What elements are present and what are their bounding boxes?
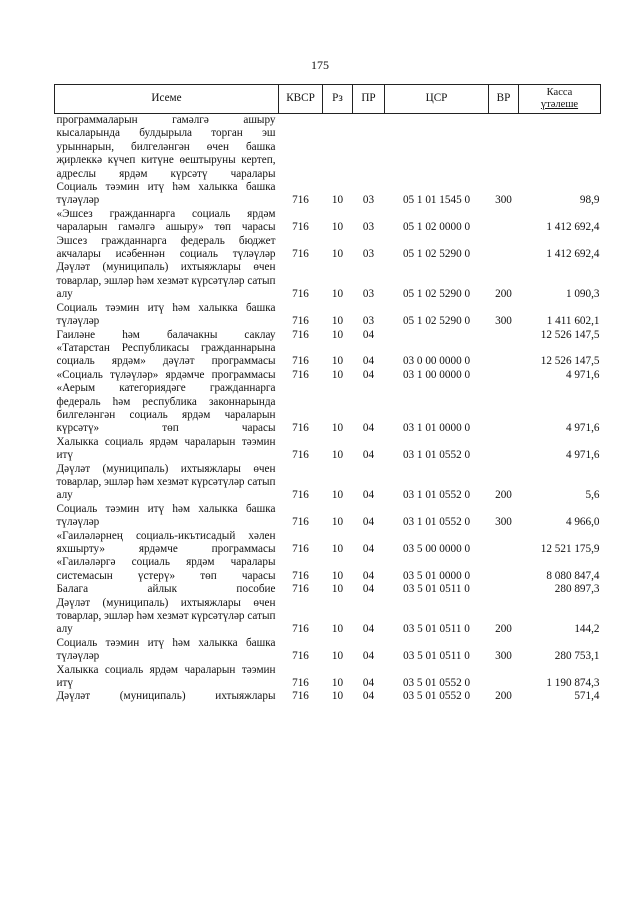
- cell-name: Дәүләт (муниципаль) ихтыяжлары өчен товарлар, эшләр һәм хезмәт күрсәтүләр сатып алу: [56, 596, 276, 636]
- cell-kvsr: 716: [292, 623, 309, 636]
- cell-sum: 144,2: [574, 623, 600, 636]
- cell-csr: 03 1 01 0552 0: [402, 449, 471, 462]
- cell-vr: 300: [495, 315, 512, 328]
- cell-sum: 280 753,1: [554, 650, 600, 663]
- cell-kvsr: 716: [292, 489, 309, 502]
- table-row: [55, 329, 601, 342]
- header-csr: ЦСР: [385, 85, 489, 114]
- cell-csr: 03 5 01 0511 0: [403, 650, 470, 663]
- table-row: [55, 261, 601, 301]
- cell-kvsr: 716: [292, 677, 309, 690]
- cell-sum: 12 521 175,9: [540, 543, 600, 555]
- table-row: [55, 637, 601, 664]
- cell-rz: 10: [331, 569, 344, 582]
- table-row: [55, 556, 601, 583]
- cell-sum: 4 971,6: [565, 449, 600, 462]
- cell-name: Гаиләне һәм балачакны саклау: [56, 328, 276, 341]
- table-row: [55, 530, 601, 557]
- header-pr: ПР: [353, 85, 385, 114]
- header-kassa-line1: Касса: [546, 87, 573, 98]
- cell-rz: 10: [331, 690, 344, 703]
- cell-sum: 12 526 147,5: [540, 355, 600, 368]
- cell-name: Социаль тәэмин итү һәм халыкка башка түләүләр: [56, 181, 276, 207]
- cell-vr: 200: [495, 623, 512, 636]
- cell-rz: 10: [331, 543, 344, 555]
- cell-rz: 10: [331, 583, 344, 596]
- cell-name: «Татарстан Республикасы гражданнарына социаль ярдәм» дәүләт программасы: [56, 341, 276, 368]
- cell-pr: 04: [362, 650, 375, 663]
- table-row: [55, 342, 601, 369]
- cell-name: Халыкка социаль ярдәм чараларын тәэмин итү: [56, 663, 276, 690]
- cell-name: Эшсез гражданнарга федераль бюджет акчалары исәбеннән социаль түләүләр: [56, 234, 276, 261]
- cell-name: Халыкка социаль ярдәм чараларын тәэмин итү: [56, 435, 276, 462]
- table-row: [55, 690, 601, 703]
- cell-vr: 200: [495, 690, 512, 703]
- cell-sum: 8 080 847,4: [546, 569, 600, 582]
- cell-vr: [489, 114, 519, 182]
- cell-pr: 03: [362, 288, 375, 301]
- cell-csr: [385, 114, 489, 182]
- header-kassa: [519, 85, 601, 114]
- cell-sum: 98,9: [579, 194, 600, 207]
- cell-pr: 03: [362, 221, 375, 234]
- cell-vr: [489, 436, 519, 463]
- cell-csr: 05 1 02 5290 0: [402, 288, 471, 301]
- cell-csr: 03 1 01 0552 0: [402, 489, 471, 502]
- cell-csr: 03 1 01 0000 0: [402, 422, 471, 435]
- cell-vr: [489, 235, 519, 262]
- cell-csr: 05 1 01 1545 0: [402, 194, 471, 207]
- cell-name: Социаль тәэмин итү һәм халыкка башка түләүләр: [56, 636, 276, 663]
- cell-pr: 04: [362, 422, 375, 435]
- cell-csr: 03 5 01 0552 0: [402, 677, 471, 690]
- cell-pr: 03: [362, 315, 375, 328]
- cell-pr: 04: [362, 328, 375, 341]
- cell-vr: [489, 530, 519, 557]
- cell-name: Дәүләт (муниципаль) ихтыяжлары өчен товарлар, эшләр һәм хезмәт күрсәтүләр сатып алу: [56, 261, 276, 301]
- cell-name: Социаль тәэмин итү һәм халыкка башка түләүләр: [56, 502, 276, 529]
- table-row: [55, 436, 601, 463]
- cell-pr: 04: [362, 543, 375, 555]
- cell-csr: 03 5 00 0000 0: [402, 543, 471, 555]
- cell-kvsr: 716: [292, 315, 309, 328]
- cell-rz: 10: [331, 449, 344, 462]
- cell-vr: [489, 664, 519, 691]
- cell-csr: 03 0 00 0000 0: [402, 355, 471, 368]
- table-row: [55, 208, 601, 235]
- cell-name: Дәүләт (муниципаль) ихтыяжлары: [56, 690, 276, 703]
- table-row: [55, 583, 601, 596]
- cell-sum: 12 526 147,5: [540, 328, 600, 341]
- cell-rz: 10: [331, 194, 344, 207]
- cell-pr: 04: [362, 690, 375, 703]
- cell-vr: 200: [495, 489, 512, 502]
- cell-name: «Эшсез гражданнарга социаль ярдәм чараларын гамәлгә ашыру» төп чарасы: [56, 207, 276, 234]
- cell-vr: [489, 382, 519, 436]
- table-body: [55, 114, 601, 704]
- cell-pr: 03: [362, 194, 375, 207]
- table-header: [55, 85, 601, 114]
- cell-csr: 03 1 00 0000 0: [402, 368, 471, 381]
- cell-vr: 300: [495, 516, 512, 529]
- cell-sum: 1 411 602,1: [546, 315, 600, 328]
- table-row: [55, 503, 601, 530]
- cell-vr: [489, 342, 519, 369]
- cell-pr: 04: [362, 583, 375, 596]
- budget-table: [54, 84, 601, 704]
- cell-rz: 10: [331, 288, 344, 301]
- cell-csr: 03 5 01 0000 0: [402, 569, 471, 582]
- cell-pr: 04: [362, 569, 375, 582]
- cell-sum: 4 971,6: [565, 422, 600, 435]
- cell-kvsr: [279, 114, 323, 182]
- cell-kvsr: 716: [292, 288, 309, 301]
- page-number: 175: [311, 58, 329, 72]
- table-row: [55, 369, 601, 382]
- cell-sum: 4 966,0: [565, 516, 600, 529]
- cell-name: Дәүләт (муниципаль) ихтыяжлары өчен товарлар, эшләр һәм хезмәт күрсәтүләр сатып алу: [56, 462, 276, 502]
- cell-name: программаларын гамәлгә ашыру кысаларында булдырыла торган эш урыннарын, билгеләнгән өчен башка җирлеккә күчеп китүне өештыруны кертеп, адреслы ярдәм күрсәтү чаралары: [56, 114, 276, 180]
- cell-rz: 10: [331, 516, 344, 529]
- cell-kvsr: 716: [292, 543, 309, 555]
- cell-sum: 280 897,3: [554, 583, 600, 596]
- cell-sum: 1 190 874,3: [546, 677, 600, 690]
- cell-name: Балага айлык пособие: [56, 583, 276, 596]
- cell-rz: 10: [331, 221, 344, 234]
- cell-rz: 10: [331, 489, 344, 502]
- cell-pr: 04: [362, 368, 375, 381]
- cell-name: «Гаиләләргә социаль ярдәм чаралары системасын үстерү» төп чарасы: [56, 556, 276, 582]
- cell-kvsr: 716: [292, 248, 309, 261]
- cell-kvsr: 716: [292, 368, 309, 381]
- header-kvsr: КВСР: [279, 85, 323, 114]
- cell-kvsr: 716: [292, 583, 309, 596]
- cell-pr: 03: [362, 248, 375, 261]
- cell-vr: [489, 208, 519, 235]
- header-kassa-line2: үтәлеше: [540, 99, 579, 110]
- cell-name: «Социаль түләүләр» ярдәмче программасы: [56, 368, 276, 381]
- cell-kvsr: 716: [292, 690, 309, 703]
- cell-rz: 10: [331, 355, 344, 368]
- cell-sum: 1 412 692,4: [546, 248, 600, 261]
- cell-rz: 10: [331, 677, 344, 690]
- header-vr: ВР: [489, 85, 519, 114]
- cell-sum: 5,6: [585, 489, 600, 502]
- cell-rz: 10: [331, 650, 344, 663]
- table-row: [55, 235, 601, 262]
- cell-kvsr: 716: [292, 194, 309, 207]
- cell-kvsr: 716: [292, 449, 309, 462]
- cell-csr: 05 1 02 5290 0: [402, 315, 471, 328]
- cell-kvsr: 716: [292, 355, 309, 368]
- cell-name: Социаль тәэмин итү һәм халыкка башка түләүләр: [56, 301, 276, 328]
- cell-sum: 571,4: [574, 690, 600, 703]
- table-row: [55, 382, 601, 436]
- cell-csr: 03 5 01 0552 0: [402, 690, 471, 703]
- cell-kvsr: 716: [292, 516, 309, 529]
- table-row: [55, 463, 601, 503]
- header-name: Исеме: [55, 85, 279, 114]
- cell-rz: 10: [331, 422, 344, 435]
- cell-pr: 04: [362, 449, 375, 462]
- cell-csr: 03 1 01 0552 0: [402, 516, 471, 529]
- cell-csr: 03 5 01 0511 0: [403, 623, 470, 636]
- cell-vr: 200: [495, 288, 512, 301]
- cell-vr: [489, 369, 519, 382]
- cell-kvsr: 716: [292, 328, 309, 341]
- cell-pr: [353, 114, 385, 182]
- table-row: [55, 181, 601, 208]
- table-row: [55, 664, 601, 691]
- cell-vr: [489, 329, 519, 342]
- cell-rz: 10: [331, 315, 344, 328]
- cell-rz: [323, 114, 353, 182]
- cell-vr: [489, 583, 519, 596]
- cell-name: «Гаиләләрнең социаль-икътисадый хәлен яхшырту» ярдәмче программасы: [56, 529, 276, 555]
- cell-csr: [385, 329, 489, 342]
- cell-pr: 04: [362, 623, 375, 636]
- cell-csr: 05 1 02 5290 0: [402, 248, 471, 261]
- cell-rz: 10: [331, 248, 344, 261]
- cell-kvsr: 716: [292, 221, 309, 234]
- cell-vr: 300: [495, 650, 512, 663]
- table-row: [55, 114, 601, 182]
- cell-rz: 10: [331, 328, 344, 341]
- cell-pr: 04: [362, 516, 375, 529]
- table-row: [55, 597, 601, 637]
- cell-vr: 300: [495, 194, 512, 207]
- cell-vr: [489, 556, 519, 583]
- cell-sum: 4 971,6: [565, 368, 600, 381]
- cell-kvsr: 716: [292, 422, 309, 435]
- cell-rz: 10: [331, 368, 344, 381]
- cell-pr: 04: [362, 677, 375, 690]
- cell-pr: 04: [362, 355, 375, 368]
- cell-name: «Аерым категориядәге гражданнарга федераль һәм республика законнарында билгеләнгән социаль ярдәм чараларын күрсәтү» төп чарасы: [56, 382, 276, 435]
- cell-kvsr: 716: [292, 650, 309, 663]
- cell-pr: 04: [362, 489, 375, 502]
- cell-sum: 1 412 692,4: [546, 221, 600, 234]
- cell-sum: [519, 114, 601, 182]
- header-rz: Рз: [323, 85, 353, 114]
- cell-kvsr: 716: [292, 569, 309, 582]
- table-row: [55, 302, 601, 329]
- cell-csr: 05 1 02 0000 0: [402, 221, 471, 234]
- cell-csr: 03 5 01 0511 0: [403, 583, 470, 596]
- cell-rz: 10: [331, 623, 344, 636]
- cell-sum: 1 090,3: [565, 288, 600, 301]
